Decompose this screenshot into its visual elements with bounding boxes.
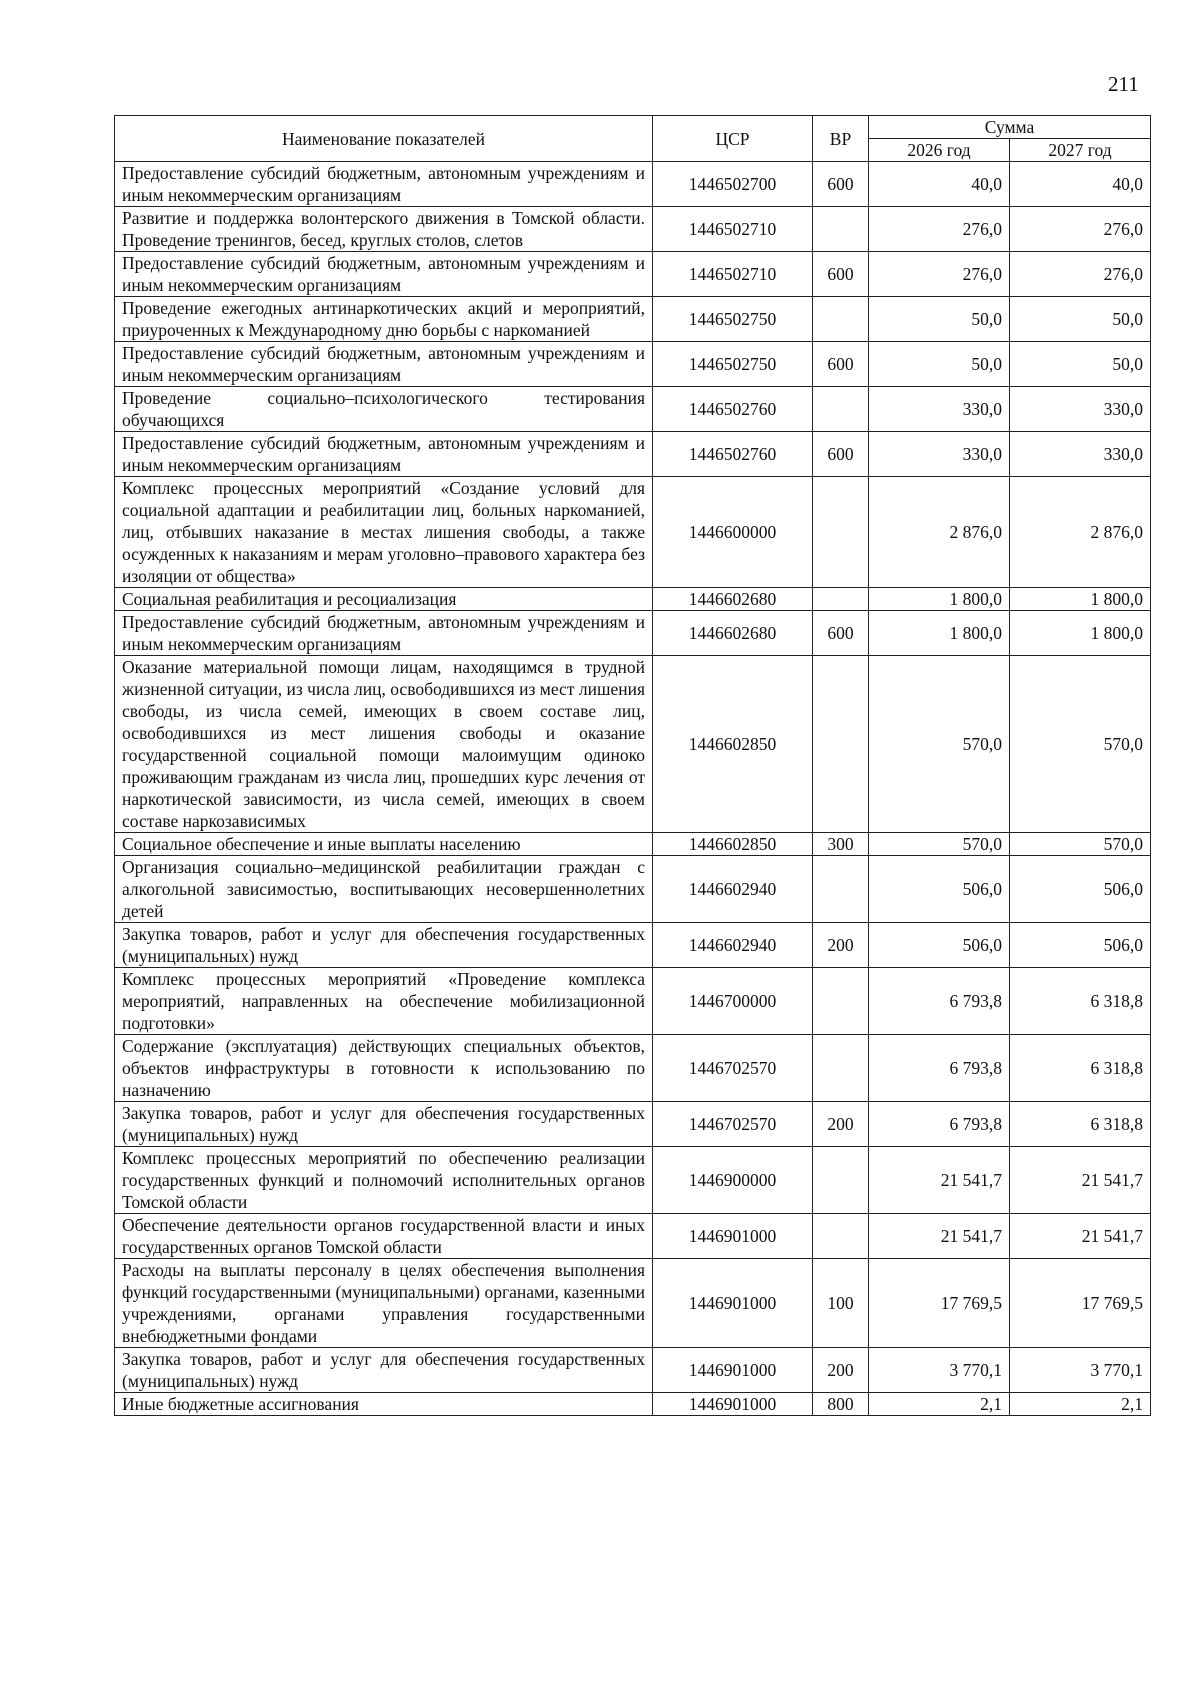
row-name-cell: Предоставление субсидий бюджетным, автономным учреждениям и иным некоммерческим организациям	[115, 162, 653, 207]
row-name-cell: Социальное обеспечение и иные выплаты населению	[115, 833, 653, 856]
table-row	[115, 1102, 1151, 1147]
row-name-cell: Предоставление субсидий бюджетным, автономным учреждениям и иным некоммерческим организациям	[115, 252, 653, 297]
table-row	[115, 252, 1151, 297]
table-row	[115, 1259, 1151, 1348]
row-sum-2027-cell: 2 876,0	[1010, 477, 1151, 588]
row-name-cell: Предоставление субсидий бюджетным, автономным учреждениям и иным некоммерческим организациям	[115, 611, 653, 656]
table-row	[115, 207, 1151, 252]
row-csr-cell: 1446502760	[653, 432, 813, 477]
row-csr-cell: 1446602940	[653, 923, 813, 968]
row-sum-2026-cell: 570,0	[869, 833, 1010, 856]
row-csr-cell: 1446600000	[653, 477, 813, 588]
row-csr-cell: 1446702570	[653, 1035, 813, 1102]
row-sum-2026-cell: 2 876,0	[869, 477, 1010, 588]
row-csr-cell: 1446502700	[653, 162, 813, 207]
row-name-cell: Предоставление субсидий бюджетным, автономным учреждениям и иным некоммерческим организациям	[115, 432, 653, 477]
row-sum-2026-cell: 1 800,0	[869, 611, 1010, 656]
table-row	[115, 1147, 1151, 1214]
table-row	[115, 1393, 1151, 1416]
row-name-cell: Развитие и поддержка волонтерского движения в Томской области. Проведение тренингов, бесед, круглых столов, слетов	[115, 207, 653, 252]
row-vr-cell: 200	[813, 1102, 869, 1147]
row-name-cell: Социальная реабилитация и ресоциализация	[115, 588, 653, 611]
row-sum-2027-cell: 17 769,5	[1010, 1259, 1151, 1348]
row-sum-2026-cell: 330,0	[869, 432, 1010, 477]
row-vr-cell	[813, 588, 869, 611]
row-csr-cell: 1446901000	[653, 1214, 813, 1259]
header-year-2027: 2027 год	[1010, 139, 1151, 162]
row-csr-cell: 1446502750	[653, 297, 813, 342]
row-sum-2027-cell: 6 318,8	[1010, 968, 1151, 1035]
table-row	[115, 432, 1151, 477]
row-sum-2027-cell: 3 770,1	[1010, 1348, 1151, 1393]
row-name-cell: Обеспечение деятельности органов государственной власти и иных государственных органов Томской области	[115, 1214, 653, 1259]
row-csr-cell: 1446602850	[653, 833, 813, 856]
row-name-cell: Организация социально–медицинской реабилитации граждан с алкогольной зависимостью, воспитывающих несовершеннолетних детей	[115, 856, 653, 923]
row-csr-cell: 1446901000	[653, 1393, 813, 1416]
row-csr-cell: 1446901000	[653, 1348, 813, 1393]
row-sum-2026-cell: 570,0	[869, 656, 1010, 833]
row-sum-2026-cell: 506,0	[869, 923, 1010, 968]
row-sum-2027-cell: 1 800,0	[1010, 611, 1151, 656]
row-sum-2026-cell: 17 769,5	[869, 1259, 1010, 1348]
row-sum-2027-cell: 40,0	[1010, 162, 1151, 207]
header-csr: ЦСР	[653, 116, 813, 162]
row-sum-2027-cell: 506,0	[1010, 923, 1151, 968]
row-name-cell: Комплекс процессных мероприятий «Создание условий для социальной адаптации и реабилитации лиц, больных наркоманией, лиц, отбывших наказание в местах лишения свободы, а также осужденных к наказаниям и мерам уголовно–правового характера без изоляции от общества»	[115, 477, 653, 588]
row-sum-2026-cell: 6 793,8	[869, 1102, 1010, 1147]
row-csr-cell: 1446602680	[653, 588, 813, 611]
row-name-cell: Проведение социально–психологического тестирования обучающихся	[115, 387, 653, 432]
row-vr-cell: 600	[813, 252, 869, 297]
row-vr-cell: 600	[813, 342, 869, 387]
row-sum-2026-cell: 3 770,1	[869, 1348, 1010, 1393]
row-sum-2026-cell: 50,0	[869, 297, 1010, 342]
budget-table	[114, 115, 1151, 1416]
row-csr-cell: 1446901000	[653, 1259, 813, 1348]
table-row	[115, 923, 1151, 968]
row-vr-cell: 300	[813, 833, 869, 856]
row-vr-cell: 200	[813, 923, 869, 968]
row-sum-2027-cell: 570,0	[1010, 656, 1151, 833]
row-sum-2027-cell: 506,0	[1010, 856, 1151, 923]
row-csr-cell: 1446700000	[653, 968, 813, 1035]
row-vr-cell	[813, 968, 869, 1035]
row-sum-2026-cell: 40,0	[869, 162, 1010, 207]
table-row	[115, 162, 1151, 207]
row-csr-cell: 1446502750	[653, 342, 813, 387]
row-sum-2027-cell: 330,0	[1010, 432, 1151, 477]
row-sum-2027-cell: 2,1	[1010, 1393, 1151, 1416]
table-row	[115, 297, 1151, 342]
row-csr-cell: 1446502760	[653, 387, 813, 432]
row-sum-2026-cell: 6 793,8	[869, 1035, 1010, 1102]
table-row	[115, 342, 1151, 387]
row-sum-2026-cell: 6 793,8	[869, 968, 1010, 1035]
row-sum-2027-cell: 330,0	[1010, 387, 1151, 432]
row-vr-cell	[813, 1147, 869, 1214]
row-name-cell: Комплекс процессных мероприятий по обеспечению реализации государственных функций и полномочий исполнительных органов Томской области	[115, 1147, 653, 1214]
table-header	[115, 116, 1151, 162]
row-name-cell: Содержание (эксплуатация) действующих специальных объектов, объектов инфраструктуры в готовности к использованию по назначению	[115, 1035, 653, 1102]
row-sum-2026-cell: 2,1	[869, 1393, 1010, 1416]
row-vr-cell	[813, 1035, 869, 1102]
row-csr-cell: 1446602940	[653, 856, 813, 923]
row-vr-cell	[813, 656, 869, 833]
row-name-cell: Предоставление субсидий бюджетным, автономным учреждениям и иным некоммерческим организациям	[115, 342, 653, 387]
row-sum-2026-cell: 276,0	[869, 207, 1010, 252]
row-sum-2026-cell: 506,0	[869, 856, 1010, 923]
row-name-cell: Закупка товаров, работ и услуг для обеспечения государственных (муниципальных) нужд	[115, 1102, 653, 1147]
table-body	[115, 162, 1151, 1416]
row-sum-2027-cell: 276,0	[1010, 252, 1151, 297]
row-vr-cell: 600	[813, 611, 869, 656]
row-sum-2026-cell: 21 541,7	[869, 1214, 1010, 1259]
row-vr-cell	[813, 1214, 869, 1259]
row-sum-2026-cell: 50,0	[869, 342, 1010, 387]
row-sum-2026-cell: 1 800,0	[869, 588, 1010, 611]
header-name: Наименование показателей	[115, 116, 653, 162]
row-csr-cell: 1446502710	[653, 252, 813, 297]
table-row	[115, 611, 1151, 656]
row-name-cell: Закупка товаров, работ и услуг для обеспечения государственных (муниципальных) нужд	[115, 923, 653, 968]
row-vr-cell: 600	[813, 162, 869, 207]
table-row	[115, 656, 1151, 833]
table-row	[115, 1348, 1151, 1393]
table-row	[115, 833, 1151, 856]
row-name-cell: Закупка товаров, работ и услуг для обеспечения государственных (муниципальных) нужд	[115, 1348, 653, 1393]
table-row	[115, 1214, 1151, 1259]
header-sum: Сумма	[869, 116, 1151, 139]
row-sum-2027-cell: 21 541,7	[1010, 1147, 1151, 1214]
row-vr-cell	[813, 297, 869, 342]
row-name-cell: Проведение ежегодных антинаркотических акций и мероприятий, приуроченных к Международному дню борьбы с наркоманией	[115, 297, 653, 342]
row-sum-2027-cell: 6 318,8	[1010, 1035, 1151, 1102]
row-name-cell: Расходы на выплаты персоналу в целях обеспечения выполнения функций государственными (муниципальными) органами, казенными учреждениями, органами управления государственными внебюджетными фондами	[115, 1259, 653, 1348]
row-sum-2027-cell: 570,0	[1010, 833, 1151, 856]
table-row	[115, 968, 1151, 1035]
row-vr-cell: 800	[813, 1393, 869, 1416]
row-vr-cell: 100	[813, 1259, 869, 1348]
row-sum-2027-cell: 1 800,0	[1010, 588, 1151, 611]
row-csr-cell: 1446602680	[653, 611, 813, 656]
row-csr-cell: 1446900000	[653, 1147, 813, 1214]
table-row	[115, 856, 1151, 923]
row-vr-cell	[813, 477, 869, 588]
row-sum-2027-cell: 6 318,8	[1010, 1102, 1151, 1147]
header-vr: ВР	[813, 116, 869, 162]
row-sum-2027-cell: 50,0	[1010, 342, 1151, 387]
row-sum-2026-cell: 21 541,7	[869, 1147, 1010, 1214]
row-csr-cell: 1446502710	[653, 207, 813, 252]
page-number: 211	[1108, 72, 1139, 96]
row-sum-2027-cell: 50,0	[1010, 297, 1151, 342]
row-vr-cell	[813, 207, 869, 252]
row-sum-2027-cell: 276,0	[1010, 207, 1151, 252]
row-vr-cell	[813, 856, 869, 923]
row-vr-cell: 600	[813, 432, 869, 477]
row-sum-2027-cell: 21 541,7	[1010, 1214, 1151, 1259]
row-csr-cell: 1446602850	[653, 656, 813, 833]
row-vr-cell: 200	[813, 1348, 869, 1393]
table-row	[115, 588, 1151, 611]
row-csr-cell: 1446702570	[653, 1102, 813, 1147]
row-name-cell: Оказание материальной помощи лицам, находящимся в трудной жизненной ситуации, из числа лиц, освободившихся из мест лишения свободы, из числа семей, имеющих в своем составе лиц, освободившихся из мест лишения свободы и оказание государственной социальной помощи малоимущим одиноко проживающим гражданам из числа лиц, прошедших курс лечения от наркотической зависимости, из числа семей, имеющих в своем составе наркозависимых	[115, 656, 653, 833]
table-row	[115, 387, 1151, 432]
row-name-cell: Комплекс процессных мероприятий «Проведение комплекса мероприятий, направленных на обеспечение мобилизационной подготовки»	[115, 968, 653, 1035]
row-name-cell: Иные бюджетные ассигнования	[115, 1393, 653, 1416]
table-row	[115, 1035, 1151, 1102]
table-row	[115, 477, 1151, 588]
row-sum-2026-cell: 276,0	[869, 252, 1010, 297]
row-vr-cell	[813, 387, 869, 432]
header-year-2026: 2026 год	[869, 139, 1010, 162]
row-sum-2026-cell: 330,0	[869, 387, 1010, 432]
